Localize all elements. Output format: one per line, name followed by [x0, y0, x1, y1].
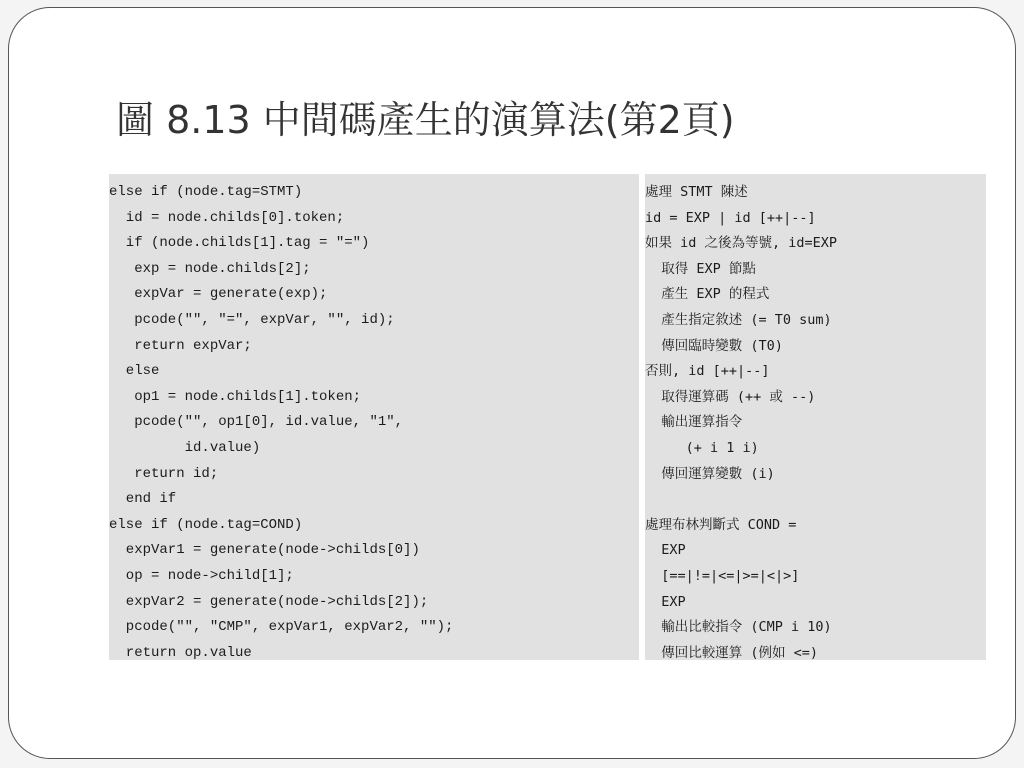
slide-title: 圖 8.13 中間碼產生的演算法(第2頁) [116, 98, 735, 142]
comment-line: (+ i 1 i) [645, 439, 759, 456]
comment-line: 傳回運算變數 (i) [645, 465, 775, 482]
comment-line: 處理布林判斷式 COND = [645, 516, 797, 533]
comment-line: [==|!=|<=|>=|<|>] [645, 567, 800, 584]
comment-line: 取得運算碼 (++ 或 --) [645, 388, 816, 405]
explanation-panel [645, 174, 986, 660]
code-line: expVar = generate(exp); [109, 286, 328, 303]
comment-line: 如果 id 之後為等號, id=EXP [645, 235, 838, 252]
code-line: return op.value [109, 644, 252, 660]
code-line: op1 = node.childs[1].token; [109, 388, 362, 405]
code-line: id = node.childs[0].token; [109, 209, 345, 226]
comment-line: 否則, id [++|--] [645, 363, 770, 380]
code-line: else if (node.tag=COND) [109, 516, 303, 533]
code-line: pcode("", "=", expVar, "", id); [109, 311, 395, 328]
comment-line: EXP [645, 593, 686, 610]
comment-line: 處理 STMT 陳述 [645, 184, 748, 200]
comment-line [645, 487, 986, 513]
comment-line: 傳回臨時變數 (T0) [645, 337, 783, 354]
pseudocode-panel [109, 174, 639, 660]
comment-line: id = EXP | id [++|--] [645, 209, 816, 226]
code-line: if (node.childs[1].tag = "=") [109, 235, 370, 252]
comment-line: 產生 EXP 的程式 [645, 286, 770, 303]
algorithm-figure [109, 174, 986, 660]
comment-line: 產生指定敘述 (= T0 sum) [645, 311, 832, 328]
code-line: return id; [109, 465, 219, 482]
code-line: end if [109, 491, 177, 508]
slide [8, 7, 1016, 759]
code-line: else if (node.tag=STMT) [109, 184, 303, 200]
comment-line: 傳回比較運算 (例如 <=) [645, 644, 819, 660]
code-line: op = node->child[1]; [109, 567, 294, 584]
code-line: else [109, 363, 160, 380]
comment-line: 輸出運算指令 [645, 414, 743, 431]
code-line: exp = node.childs[2]; [109, 260, 311, 277]
code-line: expVar2 = generate(node->childs[2]); [109, 593, 429, 610]
code-line: id.value) [109, 439, 261, 456]
comment-line: 輸出比較指令 (CMP i 10) [645, 619, 832, 636]
code-line: pcode("", op1[0], id.value, "1", [109, 414, 404, 431]
code-line: pcode("", "CMP", expVar1, expVar2, ""); [109, 619, 454, 636]
code-line: expVar1 = generate(node->childs[0]) [109, 542, 420, 559]
code-line: return expVar; [109, 337, 252, 354]
comment-line: EXP [645, 542, 686, 559]
comment-line: 取得 EXP 節點 [645, 260, 756, 277]
